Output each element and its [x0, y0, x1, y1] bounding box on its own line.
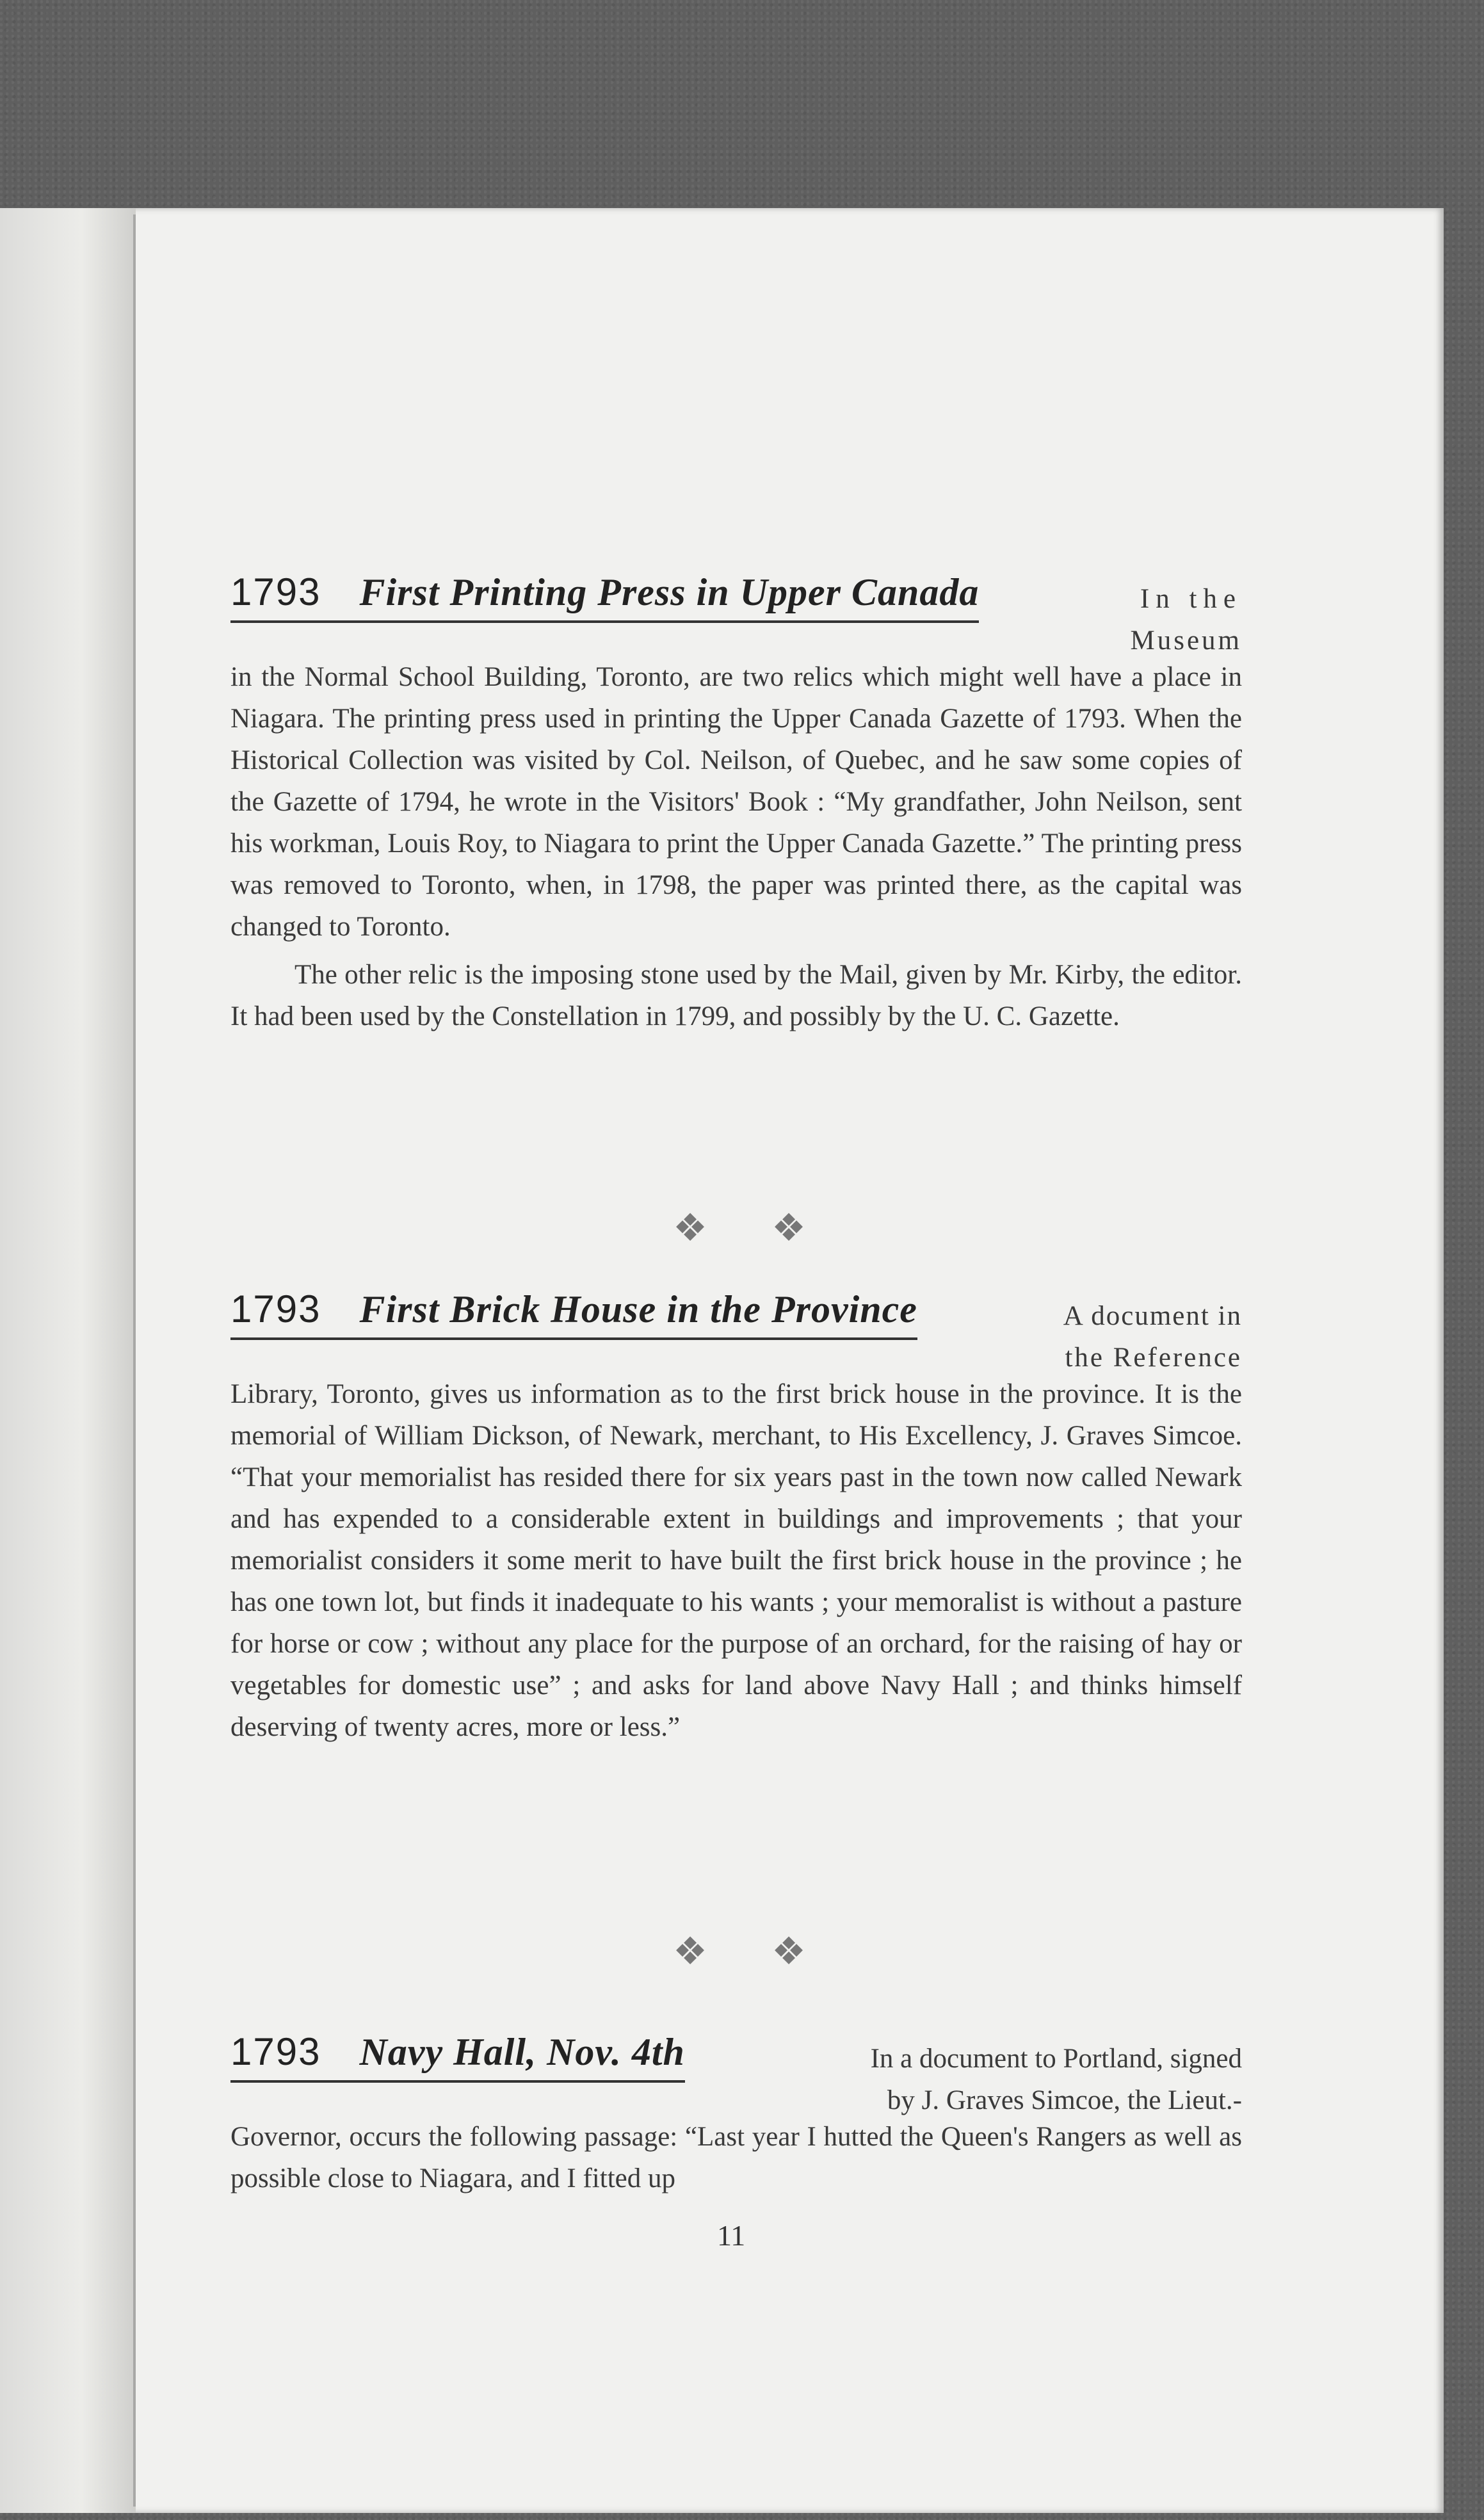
section-divider [669, 1930, 810, 1975]
section-year: 1793 [230, 1288, 321, 1330]
section-lead-line: by J. Graves Simcoe, the Lieut.- [887, 2085, 1242, 2115]
section-navy-hall [230, 2026, 1242, 2199]
page-gutter [0, 208, 136, 2513]
section-lead-line: the Reference [1065, 1343, 1242, 1373]
section-heading [230, 1284, 917, 1340]
paragraph: Governor, occurs the following passage: “Last year I hutted the Queen's Rangers as well as possible close to Niagara, and I fitted up [230, 2122, 1242, 2193]
decorative-fleuron-icon: ❖ [771, 1930, 806, 1973]
decorative-fleuron-icon: ❖ [673, 1207, 707, 1249]
section-heading [230, 567, 979, 623]
section-lead-text [871, 2038, 1242, 2121]
section-lead-line: In the [1140, 584, 1242, 614]
section-printing-press [230, 567, 1242, 1037]
section-heading-row [230, 2026, 1242, 2115]
section-divider [669, 1207, 810, 1252]
paragraph: Library, Toronto, gives us information as to the first brick house in the province. It is the memorial of William Dickson, of Newark, merchant, to His Excellency, J. Graves Simcoe. “That your memorialist has resided there for six years past in the town now called Newark and has expended to a considerable extent in buildings and improvements ; that your memorialist considers it some merit to have built the first brick house in the province ; he has one town lot, but finds it inadequate to his wants ; your memoralist is without a pasture for horse or cow ; without any place for the purpose of an orchard, for the raising of hay or vegetables for domestic use” ; and asks for land above Navy Hall ; and thinks himself deserving of twenty acres, more or less.” [230, 1379, 1242, 1742]
section-lead-text [1063, 1295, 1242, 1378]
section-lead-line: Museum [1130, 626, 1242, 656]
section-lead-line: In a document to Portland, signed [870, 2044, 1242, 2074]
section-heading-row [230, 1284, 1242, 1373]
section-lead-text [1131, 578, 1243, 661]
paragraph: in the Normal School Building, Toronto, are two relics which might well have a place in Niagara. The printing press used in printing the Upper Canada Gazette of 1793. When the Historical Collection was visited by Col. Neilson, of Quebec, and he saw some copies of the Gazette of 1794, he wrote in the Visitors' Book : “My grandfather, John Neilson, sent his workman, Louis Roy, to Niagara to print the Upper Canada Gazette.” The printing press was removed to Toronto, when, in 1798, the paper was printed there, as the capital was changed to Toronto. [230, 662, 1242, 942]
section-year: 1793 [230, 570, 321, 613]
decorative-fleuron-icon: ❖ [673, 1930, 707, 1973]
gutter-line [133, 214, 136, 2507]
section-lead-line: A document in [1063, 1301, 1242, 1331]
section-title: Navy Hall, Nov. 4th [359, 2031, 685, 2073]
section-year: 1793 [230, 2030, 321, 2073]
section-brick-house [230, 1284, 1242, 1748]
section-heading-row [230, 567, 1242, 656]
paragraph: The other relic is the imposing stone used by the Mail, given by Mr. Kirby, the editor. It had been used by the Constellation in 1799, and possibly by the U. C. Gazette. [230, 960, 1242, 1031]
section-heading [230, 2026, 685, 2083]
section-title: First Brick House in the Province [359, 1288, 917, 1330]
page-number: 11 [717, 2219, 746, 2252]
section-title: First Printing Press in Upper Canada [359, 571, 980, 613]
decorative-fleuron-icon: ❖ [771, 1207, 806, 1249]
